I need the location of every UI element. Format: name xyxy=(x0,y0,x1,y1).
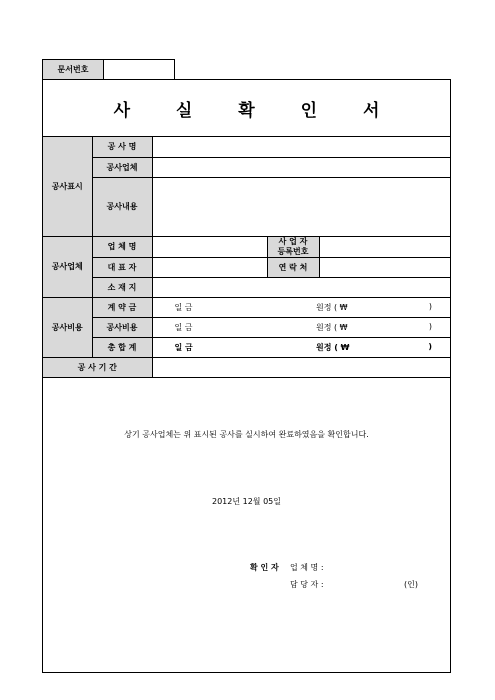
statement-text: 상기 공사업체는 위 표시된 공사를 실시하여 완료하였음을 확인합니다. xyxy=(124,430,369,439)
business-number-field[interactable] xyxy=(319,236,450,257)
label-period: 공 사 기 간 xyxy=(43,357,152,377)
contract-amount-field[interactable] xyxy=(152,297,450,317)
label-total: 총 합 계 xyxy=(92,337,152,357)
label-business-number-line2: 등록번호 xyxy=(277,246,309,256)
amount-close: ) xyxy=(428,321,432,331)
work-content-field[interactable] xyxy=(152,177,450,236)
document-number-field[interactable] xyxy=(104,60,174,79)
period-field[interactable] xyxy=(152,357,450,377)
confirmer-company-label: 업 체 명 : xyxy=(290,563,324,572)
label-business-number-line1: 사 업 자 xyxy=(278,236,308,246)
confirmer-manager-label: 담 당 자 : xyxy=(290,580,324,589)
amount-suffix: 원정 ( ₩ xyxy=(316,342,350,352)
contact-field[interactable] xyxy=(319,257,450,277)
company-name-field[interactable] xyxy=(152,236,267,257)
page-title: 사 실 확 인 서 xyxy=(43,80,450,137)
address-field[interactable] xyxy=(152,277,450,297)
confirmer-label: 확 인 자 xyxy=(250,563,279,572)
document-number-label: 문서번호 xyxy=(43,60,104,79)
label-contact: 연 락 처 xyxy=(267,257,319,277)
label-work-content: 공사내용 xyxy=(92,177,152,236)
amount-close: ) xyxy=(428,301,432,311)
label-work-name: 공 사 명 xyxy=(92,137,152,157)
document-number-box xyxy=(42,59,175,79)
ceo-field[interactable] xyxy=(152,257,267,277)
label-ceo: 대 표 자 xyxy=(92,257,152,277)
label-company-name: 업 체 명 xyxy=(92,236,152,257)
amount-prefix: 일 금 xyxy=(174,302,193,312)
label-work-company: 공사업체 xyxy=(92,157,152,177)
certificate-form xyxy=(42,79,451,673)
label-business-number xyxy=(267,236,319,257)
label-work-cost: 공사비용 xyxy=(92,317,152,337)
section-work-info: 공사표시 xyxy=(43,137,92,236)
seal-mark: (인) xyxy=(404,580,418,589)
work-company-field[interactable] xyxy=(152,157,450,177)
amount-prefix: 일 금 xyxy=(174,342,193,352)
total-field[interactable] xyxy=(152,337,450,357)
section-company: 공사업체 xyxy=(43,236,92,297)
amount-prefix: 일 금 xyxy=(174,322,193,332)
amount-suffix: 원정 ( ₩ xyxy=(316,302,348,312)
form-table xyxy=(43,137,450,378)
label-address: 소 재 지 xyxy=(92,277,152,297)
amount-close: ) xyxy=(428,341,432,351)
section-cost: 공사비용 xyxy=(43,297,92,357)
work-name-field[interactable] xyxy=(152,137,450,157)
work-cost-field[interactable] xyxy=(152,317,450,337)
label-contract-amount: 계 약 금 xyxy=(92,297,152,317)
date-text: 2012년 12월 05일 xyxy=(212,497,281,506)
amount-suffix: 원정 ( ₩ xyxy=(316,322,348,332)
